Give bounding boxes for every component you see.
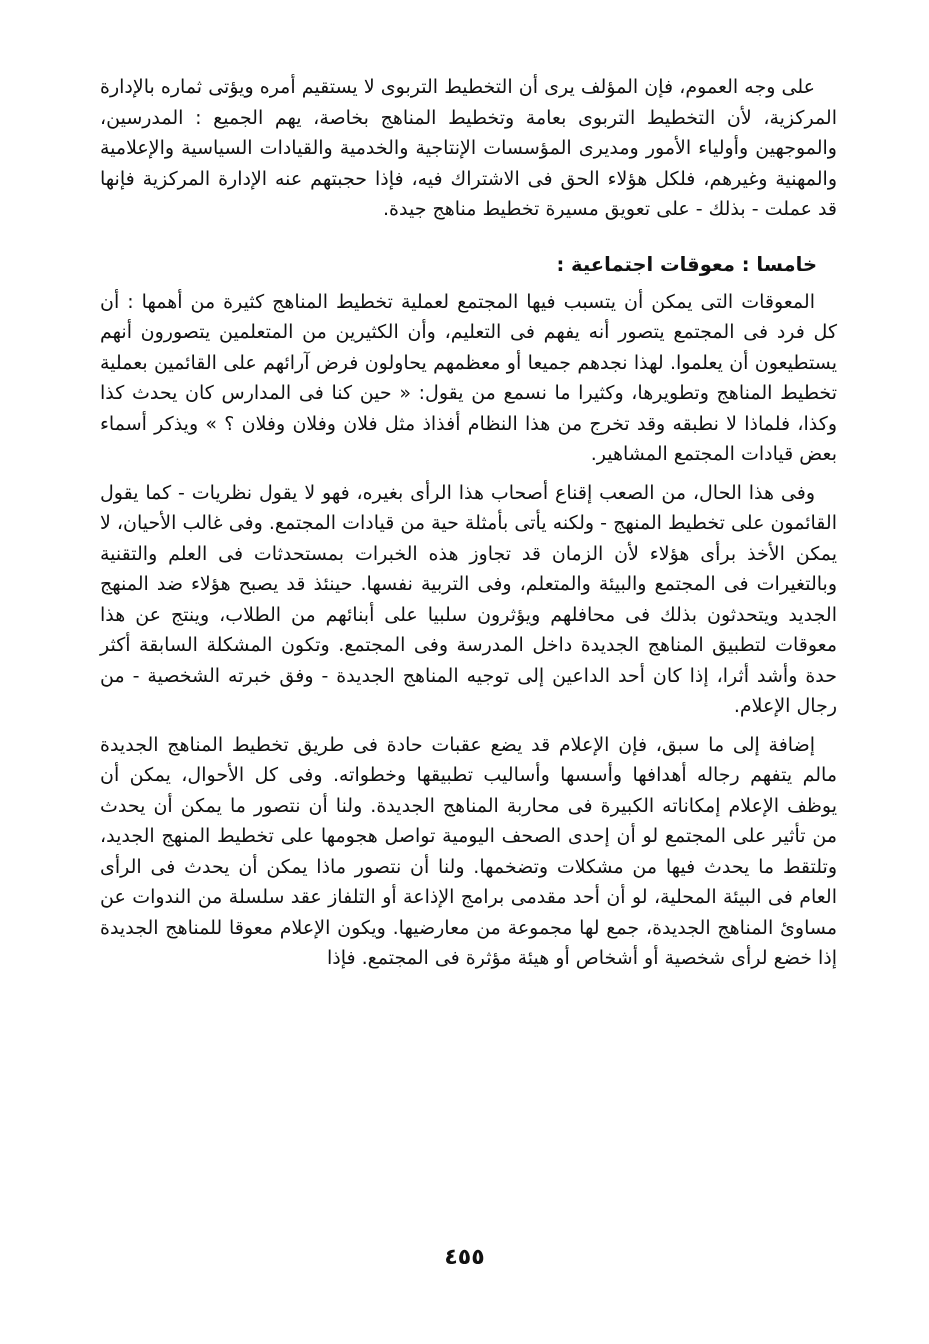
- paragraph-media-role: إضافة إلى ما سبق، فإن الإعلام قد يضع عقبات حادة فى طريق تخطيط المناهج الجديدة مالم يتفهم رجاله أهدافها وأسسها وأساليب تطبيقها وخطواته. وفى كل الأحوال، يمكن أن يوظف الإعلام إمكاناته الكبيرة فى محاربة المناهج الجديدة. ولنا أن نتصور ما يمكن أن يحدث من تأثير على المجتمع لو أن إحدى الصحف اليومية تواصل هجومها على تخطيط المنهج الجديد، وتلتقط ما يحدث فيها من مشكلات وتضخمها. ولنا أن نتصور ماذا يمكن أن يحدث فى الرأى العام فى البيئة المحلية، لو أن أحد مقدمى برامج الإذاعة أو التلفاز عقد سلسلة من الندوات عن مساوئ المناهج الجديدة، جمع لها مجموعة من معارضيها. ويكون الإعلام معوقا للمناهج الجديدة إذا خضع لرأى شخصية أو أشخاص أو هيئة مؤثرة فى المجتمع. فإذا: [100, 733, 837, 969]
- paragraph-social-obstacles: المعوقات التى يمكن أن يتسبب فيها المجتمع لعملية تخطيط المناهج كثيرة من أهمها : أن كل فرد فى المجتمع يتصور أنه يفهم فى التعليم، وأن الكثيرين من المتعلمين يتصورون أنهم يستطيعون أن يعلموا. لهذا نجدهم جميعا أو معظمهم يحاولون فرض آرائهم على القائمين بعملية تخطيط المناهج وتطويرها، وكثيرا ما نسمع من يقول: « حين كنا فى المدارس كان يحدث كذا وكذا، فلماذا لا نطبقه وقد تخرج من هذا النظام أفذاذ مثل فلان وفلان وفلان ؟ » ويذكر أسماء بعض قيادات المجتمع المشاهير.: [100, 290, 837, 465]
- section-heading: خامسا : معوقات اجتماعية :: [556, 252, 817, 276]
- page-number: ٤٥٥: [444, 1245, 485, 1270]
- paragraph-experience-argument: وفى هذا الحال، من الصعب إقناع أصحاب هذا الرأى بغيره، فهو لا يقول نظريات - كما يقول القائمون على تخطيط المنهج - ولكنه يأتى بأمثلة حية من قيادات المجتمع. وفى غالب الأحيان، لا يمكن الأخذ برأى هؤلاء لأن الزمان قد تجاوز هذه الخبرات بمستحدثات فى العلم والتقنية وبالتغيرات فى المجتمع والبيئة والمتعلم، وفى التربية نفسها. حينئذ قد يصبح هؤلاء ضد المنهج الجديد ويتحدثون بذلك فى محافلهم ويؤثرون سلبيا على أبنائهم من الطلاب، وينتج عن هذا معوقات لتطبيق المناهج الجديدة داخل المدرسة وفى المجتمع. وتكون المشكلة السابقة أكثر حدة وأشد أثرا، إذا كان أحد الداعين إلى توجيه المناهج الجديدة - وفق خبرته الشخصية - من رجال الإعلام.: [100, 481, 837, 717]
- page-body: [100, 72, 837, 1344]
- paragraph-intro: على وجه العموم، فإن المؤلف يرى أن التخطيط التربوى لا يستقيم أمره ويؤتى ثماره بالإدارة المركزية، لأن التخطيط التربوى بعامة وتخطيط المناهج بخاصة، يهم الجميع : المدرسين، والموجهين وأولياء الأمور ومديرى المؤسسات الإنتاجية والخدمية والقيادات السياسية والإعلامية والمهنية وغيرهم، فلكل هؤلاء الحق فى الاشتراك فيه، فإذا حجبتهم عنه الإدارة المركزية فإنها قد عملت - بذلك - على تعويق مسيرة تخطيط مناهج جيدة.: [100, 76, 837, 220]
